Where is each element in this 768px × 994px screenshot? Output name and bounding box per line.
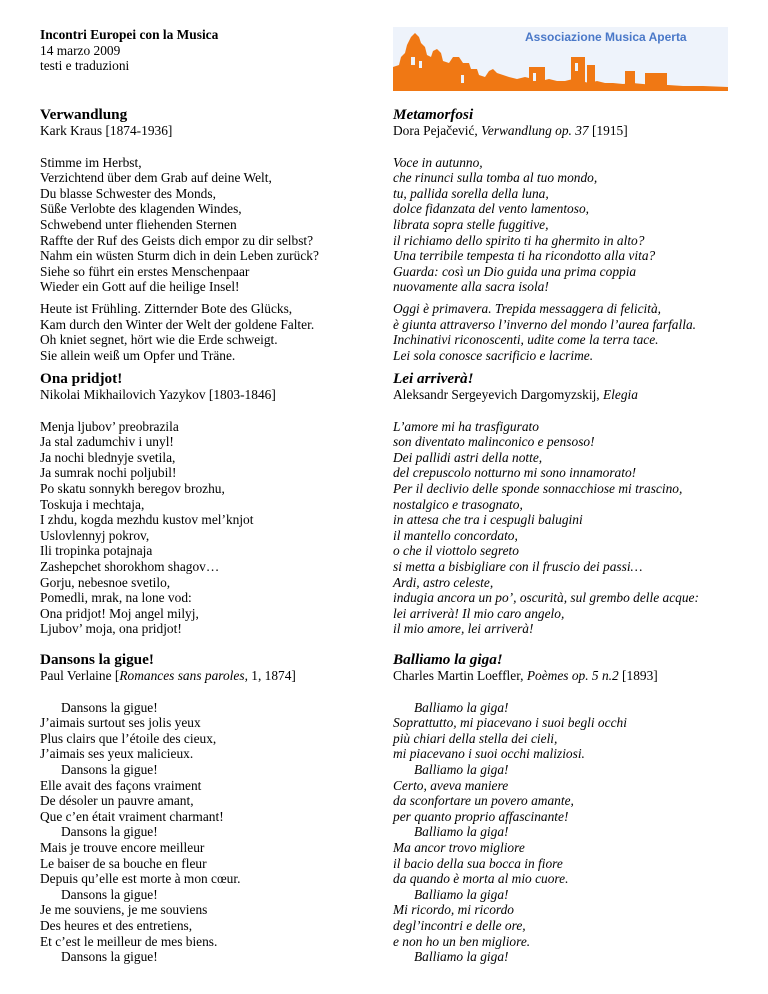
poem-line: Süße Verlobte des klagenden Windes, — [40, 201, 242, 217]
poem-line: e non ho un ben migliore. — [393, 933, 531, 949]
poem-line: il richiamo dello spirito ti ha ghermito in alto? — [393, 232, 645, 248]
poem-line: in attesa che tra i cespugli balugini — [393, 512, 583, 528]
association-logo — [393, 27, 728, 91]
poem-line: Des heures et des entretiens, — [40, 917, 193, 933]
poem-line: tu, pallida sorella della luna, — [393, 185, 549, 201]
logo-text: Associazione Musica Aperta — [525, 30, 687, 44]
poem-line: Mi ricordo, mi ricordo — [393, 902, 515, 918]
poem-line: nostalgico e trasognato, — [393, 496, 523, 512]
poem-line: indugia ancora un po’, oscurità, sul grembo delle acque: — [393, 590, 699, 606]
poem-line: Ja sumrak nochi poljubil! — [40, 465, 177, 481]
poem-line: Oggi è primavera. Trepida messaggera di felicità, — [393, 300, 662, 316]
poem-line: Depuis qu’elle est morte à mon cœur. — [40, 871, 241, 887]
poem-line: Balliamo la giga! — [414, 824, 509, 840]
poem-title: Lei arriverà! — [393, 370, 474, 387]
poem-line: Sie allein weiß um Opfer und Träne. — [40, 347, 236, 363]
poem-line: Ona pridjot! Moj angel milyj, — [40, 605, 199, 621]
poem-line: Je me souviens, je me souviens — [40, 902, 208, 918]
stanza — [40, 700, 380, 965]
poem-line: Nahm ein wüsten Sturm dich in dein Leben zurück? — [40, 248, 319, 264]
poem-author: Dora Pejačević, Verwandlung op. 37 [1915] — [393, 123, 628, 138]
poem-line: Schwebend unter fliehenden Sternen — [40, 216, 237, 232]
poem-line: Uslovlennyj pokrov, — [40, 527, 150, 543]
stanza — [40, 155, 380, 295]
poem-line: Ja nochi blednyje svetila, — [40, 449, 176, 465]
poem-line: Guarda: così un Dio guida una prima coppia — [393, 263, 637, 279]
poem-line: Le baiser de sa bouche en fleur — [40, 855, 207, 871]
poem-line: da quando è morta al mio cuore. — [393, 871, 569, 887]
poem-translation-lei-arrivera — [393, 370, 743, 637]
poem-author: Charles Martin Loeffler, Poèmes op. 5 n.2 [1893] — [393, 668, 658, 683]
poem-original-verwandlung — [40, 106, 380, 363]
event-title: Incontri Europei con la Musica — [40, 27, 219, 42]
poem-author: Aleksandr Sergeyevich Dargomyzskij, Elegia — [393, 387, 638, 402]
stanza — [40, 419, 380, 637]
poem-translation-metamorfosi — [393, 106, 743, 363]
poem-line: Plus clairs que l’étoile des cieux, — [40, 730, 217, 746]
stanza — [393, 419, 743, 637]
poem-line: è giunta attraverso l’inverno del mondo l’aurea farfalla. — [393, 316, 696, 332]
poem-translation-balliamo-la-giga — [393, 651, 743, 965]
poem-line: del crepuscolo notturno mi sono innamorato! — [393, 465, 637, 481]
poem-line: Balliamo la giga! — [414, 886, 509, 902]
poem-author: Paul Verlaine [Romances sans paroles, 1, 1874] — [40, 668, 296, 683]
poem-line: J’aimais ses yeux malicieux. — [40, 746, 194, 762]
poem-line: Pomedli, mrak, na lone vod: — [40, 590, 192, 606]
poem-line: L’amore mi ha trasfigurato — [393, 418, 539, 434]
poem-line: Soprattutto, mi piacevano i suoi begli occhi — [393, 715, 627, 731]
poem-line: Stimme im Herbst, — [40, 154, 142, 170]
poem-line: Kam durch den Winter der Welt der goldene Falter. — [40, 316, 315, 332]
stanza — [393, 155, 743, 295]
poem-line: Dei pallidi astri della notte, — [393, 449, 543, 465]
poem-line: J’aimais surtout ses jolis yeux — [40, 715, 201, 731]
poem-line: il bacio della sua bocca in fiore — [393, 855, 563, 871]
poem-line: Elle avait des façons vraiment — [40, 777, 202, 793]
poem-line: Dansons la gigue! — [61, 699, 158, 715]
poem-title: Verwandlung — [40, 106, 128, 123]
poem-line: Ma ancor trovo migliore — [393, 839, 525, 855]
poem-line: De désoler un pauvre amant, — [40, 793, 194, 809]
stanza — [393, 301, 743, 363]
poem-line: il mio amore, lei arriverà! — [393, 621, 534, 637]
poem-line: Ili tropinka potajnaja — [40, 543, 153, 559]
stanza — [393, 700, 743, 965]
poem-line: son diventato malinconico e pensoso! — [393, 434, 595, 450]
poem-author: Kark Kraus [1874-1936] — [40, 123, 173, 138]
poem-title: Balliamo la giga! — [393, 651, 503, 668]
poem-line: Po skatu sonnykh beregov brozhu, — [40, 480, 225, 496]
poem-line: Una terribile tempesta ti ha ricondotto alla vita? — [393, 248, 656, 264]
poem-line: che rinunci sulla tomba al tuo mondo, — [393, 170, 598, 186]
poem-line: Zashepchet shorokhom shagov… — [40, 558, 220, 574]
poem-line: mi piacevano i suoi occhi maliziosi. — [393, 746, 585, 762]
poem-line: Toskuja i mechtaja, — [40, 496, 145, 512]
poem-original-ona-pridjot — [40, 370, 380, 637]
event-date: 14 marzo 2009 — [40, 42, 121, 58]
poem-line: dolce fidanzata del vento lamentoso, — [393, 201, 589, 217]
poem-line: Balliamo la giga! — [414, 949, 509, 965]
poem-line: Balliamo la giga! — [414, 761, 509, 777]
event-subtitle: testi e traduzioni — [40, 58, 130, 74]
poem-author: Nikolai Mikhailovich Yazykov [1803-1846] — [40, 387, 276, 402]
poem-line: il mantello concordato, — [393, 527, 518, 543]
poem-title: Metamorfosi — [393, 106, 474, 123]
poem-line: I zhdu, kogda mezhdu kustov mel’knjot — [40, 512, 254, 528]
poem-line: Ja stal zadumchiv i unyl! — [40, 434, 174, 450]
poem-line: da sconfortare un povero amante, — [393, 793, 574, 809]
poem-line: Certo, aveva maniere — [393, 777, 509, 793]
poem-line: Et c’est le meilleur de mes biens. — [40, 933, 218, 949]
poem-line: Siehe so führt ein erstes Menschenpaar — [40, 263, 250, 279]
poem-line: Gorju, nebesnoe svetilo, — [40, 574, 171, 590]
poem-line: librata sopra stelle fuggitive, — [393, 216, 549, 232]
poem-line: Lei sola conosce sacrificio e lacrime. — [393, 347, 594, 363]
stanza — [40, 301, 380, 363]
logo-graphic — [393, 27, 728, 91]
poem-line: Que c’en était vraiment charmant! — [40, 808, 224, 824]
poem-line: Dansons la gigue! — [61, 949, 158, 965]
poem-line: Dansons la gigue! — [61, 824, 158, 840]
poem-line: Ardi, astro celeste, — [393, 574, 494, 590]
poem-original-dansons-la-gigue — [40, 651, 380, 965]
poem-line: lei arriverà! Il mio caro angelo, — [393, 605, 565, 621]
poem-line: Balliamo la giga! — [414, 699, 509, 715]
poem-line: Du blasse Schwester des Monds, — [40, 185, 216, 201]
poem-line: Heute ist Frühling. Zitternder Bote des Glücks, — [40, 300, 293, 316]
poem-line: Per il declivio delle sponde sonnacchiose mi trascino, — [393, 480, 683, 496]
poem-line: Menja ljubov’ preobrazila — [40, 418, 179, 434]
poem-line: degl’incontri e delle ore, — [393, 917, 526, 933]
poem-line: Verzichtend über dem Grab auf deine Welt, — [40, 170, 272, 186]
poem-line: o che il viottolo segreto — [393, 543, 519, 559]
poem-line: Raffte der Ruf des Geists dich empor zu dir selbst? — [40, 232, 314, 248]
poem-line: Mais je trouve encore meilleur — [40, 839, 205, 855]
poem-line: Dansons la gigue! — [61, 761, 158, 777]
poem-line: più chiari della stella dei cieli, — [393, 730, 558, 746]
poem-line: per quanto proprio affascinante! — [393, 808, 569, 824]
poem-title: Dansons la gigue! — [40, 651, 154, 668]
poem-title: Ona pridjot! — [40, 370, 123, 387]
poem-line: Oh kniet segnet, hört wie die Erde schweigt. — [40, 332, 278, 348]
poem-line: Dansons la gigue! — [61, 886, 158, 902]
poem-line: Inchinativi riconoscenti, udite come la terra tace. — [393, 332, 659, 348]
poem-line: Ljubov’ moja, ona pridjot! — [40, 621, 182, 637]
poem-line: nuovamente alla sacra isola! — [393, 279, 549, 295]
document-header — [40, 27, 218, 74]
poem-line: Wieder ein Gott auf die heilige Insel! — [40, 279, 240, 295]
poem-line: si metta a bisbigliare con il fruscio dei passi… — [393, 558, 643, 574]
poem-line: Voce in autunno, — [393, 154, 483, 170]
